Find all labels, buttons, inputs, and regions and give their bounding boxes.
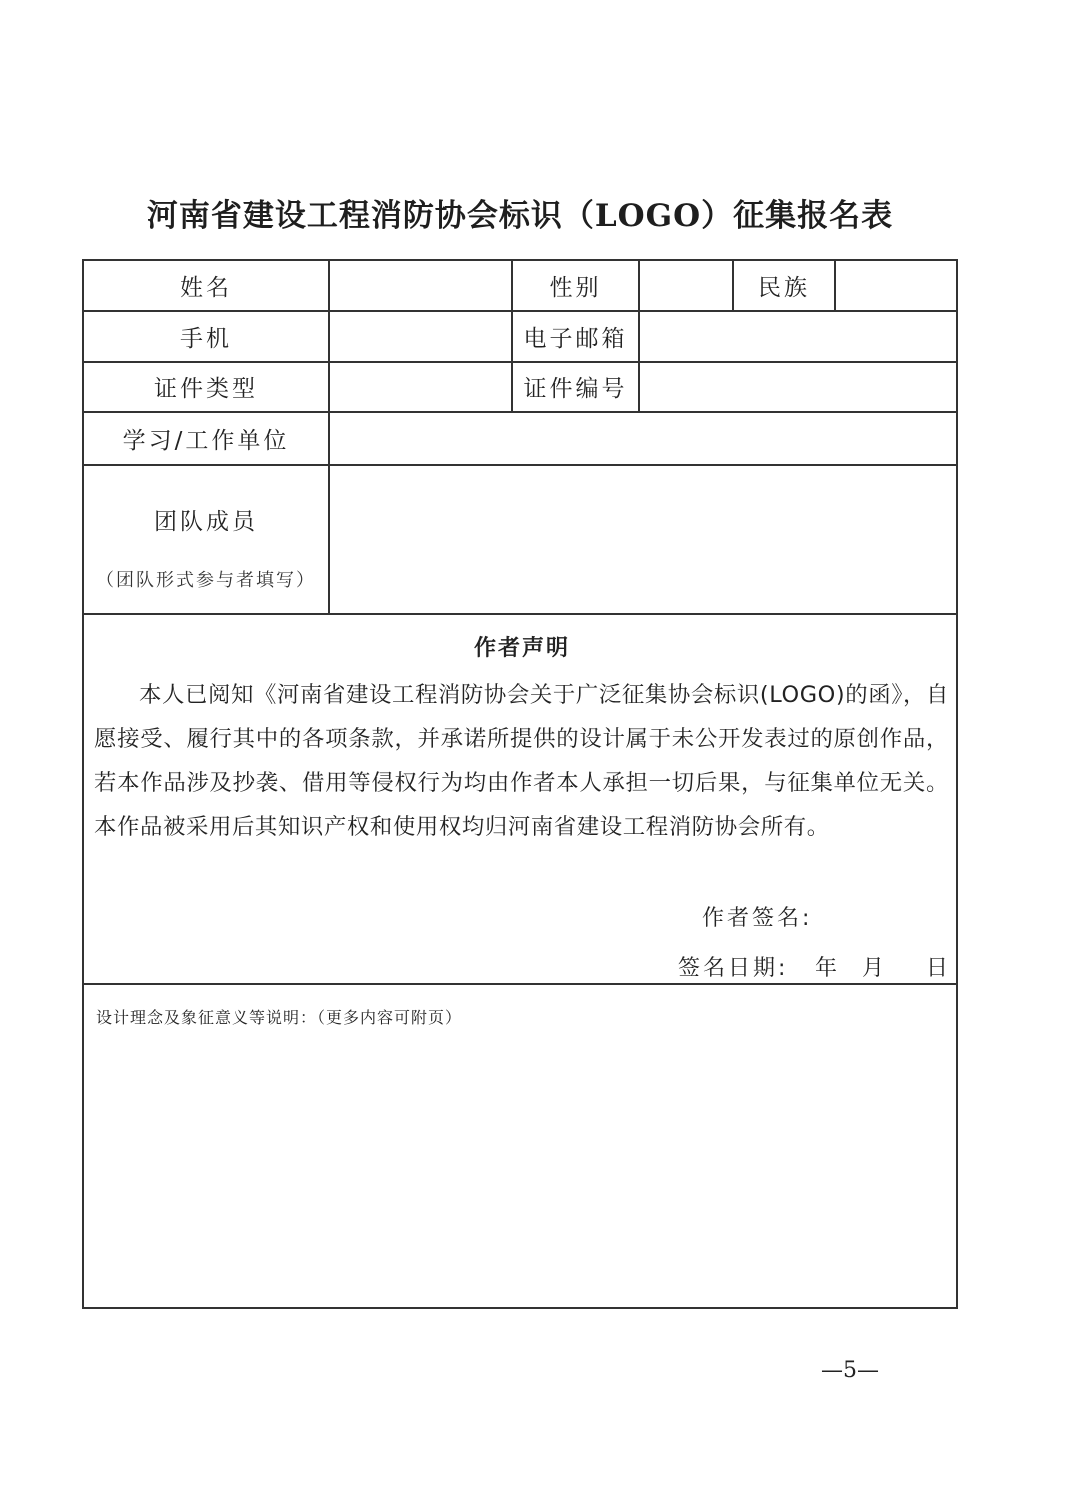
id-number-label: 证件编号 bbox=[523, 376, 628, 402]
phone-field[interactable] bbox=[330, 311, 510, 361]
id-number-field[interactable] bbox=[640, 362, 956, 411]
id-type-label: 证件类型 bbox=[154, 376, 258, 402]
email-field[interactable] bbox=[640, 311, 956, 361]
team-members-label bbox=[84, 503, 328, 592]
team-members-title: 团队成员 bbox=[154, 509, 258, 535]
ethnicity-field[interactable] bbox=[836, 261, 956, 310]
email-label: 电子邮箱 bbox=[523, 325, 628, 352]
design-concept-label: 设计理念及象征意义等说明：（更多内容可附页） bbox=[96, 1008, 463, 1027]
phone-label: 手机 bbox=[180, 325, 232, 352]
name-field[interactable] bbox=[330, 261, 510, 310]
date-month: 月 bbox=[862, 956, 888, 981]
gender-label: 性别 bbox=[549, 275, 602, 301]
id-type-field[interactable] bbox=[330, 362, 510, 411]
date-year: 年 bbox=[815, 956, 841, 981]
declaration-body: 本人已阅知《河南省建设工程消防协会关于广泛征集协会标识(LOGO)的函》，自愿接受、履行其中的各项条款，并承诺所提供的设计属于未公开发表过的原创作品，若本作品涉及抄袭、借用等侵权行为均由作者本人承担一切后果，与征集单位无关。本作品被采用后其知识产权和使用权均归河南省建设工程消防协会所有。 bbox=[94, 682, 949, 840]
declaration-title: 作者声明 bbox=[473, 636, 570, 661]
page-number: —5— bbox=[821, 1358, 879, 1383]
author-signature-label: 作者签名: bbox=[702, 906, 813, 931]
organization-field[interactable] bbox=[330, 412, 956, 464]
form-title: 河南省建设工程消防协会标识（LOGO）征集报名表 bbox=[146, 198, 894, 234]
ethnicity-label: 民族 bbox=[758, 275, 810, 301]
design-concept-field[interactable] bbox=[84, 1031, 956, 1305]
name-label: 姓名 bbox=[180, 275, 232, 301]
team-members-field[interactable] bbox=[330, 466, 956, 613]
date-day: 日 bbox=[926, 956, 952, 981]
organization-label: 学习/工作单位 bbox=[122, 427, 290, 454]
gender-field[interactable] bbox=[640, 261, 732, 310]
signature-date-label: 签名日期: bbox=[678, 956, 789, 981]
team-members-note: （团队形式参与者填写） bbox=[96, 570, 316, 591]
registration-form bbox=[82, 259, 958, 1309]
